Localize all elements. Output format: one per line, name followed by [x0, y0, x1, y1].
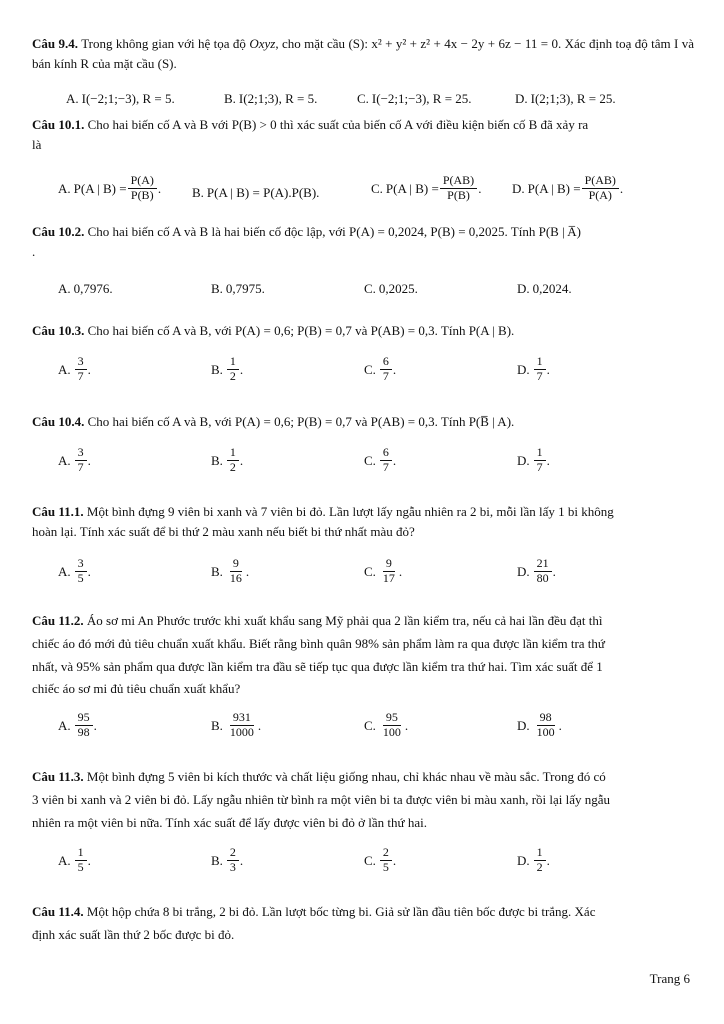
option-c[interactable]: C. $\frac{95}{100}$ .	[364, 710, 409, 739]
option-d[interactable]: D. $\frac{1}{7}$ .	[517, 445, 550, 474]
fraction: $\frac{P(AB)}{P(B)}$	[440, 174, 477, 203]
question-number: Câu 10.4.	[32, 414, 85, 429]
option-b[interactable]: B. $\frac{931}{1000}$ .	[211, 710, 262, 739]
fraction: $\frac{P(A)}{P(B)}$	[128, 174, 157, 203]
option-a[interactable]: A. P(A | B) = $\frac{P(A)}{P(B)}$ .	[58, 173, 162, 202]
question-text: Câu 11.3. Một bình đựng 5 viên bi kích thước và chất liệu giống nhau, chỉ khác nhau về màu sắc. Trong đó có 3 viên bi xanh và 2 viên bi đỏ. Lấy ngẫu nhiên từ bình ra một viên bi ta được viên bi màu xanh, rồi lại lấy ngẫu nhiên ra một viên bi nữa. Tính xác suất để lấy được viên bi đỏ ở lần thứ hai.	[32, 769, 611, 830]
question-11-1	[32, 502, 694, 541]
option-b[interactable]: B. I(2;1;3), R = 5.	[224, 91, 318, 106]
question-text: Câu 10.3. Cho hai biến cố A và B, với P(A) = 0,6; P(B) = 0,7 và P(AB) = 0,3. Tính P(A | B).	[32, 323, 515, 338]
option-a[interactable]: A. $\frac{3}{5}$ .	[58, 556, 91, 585]
option-b[interactable]: B. $\frac{9}{16}$ .	[211, 556, 250, 585]
question-number: Câu 11.1.	[32, 504, 84, 519]
option-c[interactable]: C. $\frac{6}{7}$ .	[364, 354, 397, 383]
option-b[interactable]: B. P(A | B) = P(A).P(B).	[192, 185, 320, 200]
option-a[interactable]: A. 0,7976.	[58, 281, 113, 296]
option-c[interactable]: C. I(−2;1;−3), R = 25.	[357, 91, 472, 106]
option-d[interactable]: D. $\frac{1}{7}$ .	[517, 354, 550, 383]
option-b[interactable]: B. $\frac{2}{3}$ .	[211, 845, 244, 874]
option-a[interactable]: A. $\frac{3}{7}$ .	[58, 354, 91, 383]
question-number: Câu 9.4.	[32, 36, 79, 51]
option-c[interactable]: C. 0,2025.	[364, 281, 418, 296]
question-text: Câu 9.4. Trong không gian với hệ tọa độ Oxyz, cho mặt cầu (S): x² + y² + z² + 4x − 2y + 6z − 11 = 0. Xác định toạ độ tâm I và bán kính R của mặt cầu (S).	[32, 36, 695, 71]
option-d[interactable]: D. $\frac{21}{80}$ .	[517, 556, 556, 585]
question-number: Câu 10.3.	[32, 323, 85, 338]
question-11-3	[32, 766, 694, 834]
question-10-3	[32, 321, 694, 341]
page-number: Trang 6	[649, 971, 690, 986]
option-c[interactable]: C. $\frac{2}{5}$ .	[364, 845, 397, 874]
option-c[interactable]: C. P(A | B) = $\frac{P(AB)}{P(B)}$ .	[371, 173, 482, 202]
option-a[interactable]: A. $\frac{95}{98}$ .	[58, 710, 97, 739]
question-text: Câu 11.1. Một bình đựng 9 viên bi xanh và 7 viên bi đỏ. Lần lượt lấy ngẫu nhiên ra 2 bi, mỗi lần lấy 1 bi không hoàn lại. Tính xác suất để bi thứ 2 màu xanh nếu biết bi thứ nhất màu đỏ?	[32, 504, 614, 539]
question-number: Câu 10.2.	[32, 224, 85, 239]
question-text: Câu 10.2. Cho hai biến cố A và B là hai biến cố độc lập, với P(A) = 0,2024, P(B) = 0,2025. Tính P(B | A̅) .	[32, 224, 581, 259]
option-b[interactable]: B. $\frac{1}{2}$ .	[211, 354, 244, 383]
option-a[interactable]: A. $\frac{3}{7}$ .	[58, 445, 91, 474]
question-10-1	[32, 115, 694, 154]
question-text: Câu 11.2. Áo sơ mi An Phước trước khi xuất khẩu sang Mỹ phải qua 2 lần kiểm tra, nếu cả hai lần đều đạt thì chiếc áo đó mới đủ tiêu chuẩn xuất khẩu. Biết rằng bình quân 98% sản phẩm làm ra qua được lần kiểm tra thứ nhất, và 95% sản phẩm qua được lần kiểm tra đầu sẽ tiếp tục qua được lần kiểm tra thứ hai. Tìm xác suất để 1 chiếc áo sơ mi đủ tiêu chuẩn xuất khẩu?	[32, 613, 605, 697]
option-c[interactable]: C. $\frac{9}{17}$ .	[364, 556, 403, 585]
option-a[interactable]: A. $\frac{1}{5}$ .	[58, 845, 91, 874]
question-11-4	[32, 901, 694, 947]
question-10-2	[32, 222, 694, 261]
fraction: $\frac{P(AB)}{P(A)}$	[582, 174, 619, 203]
question-number: Câu 11.4.	[32, 904, 84, 919]
question-text: Câu 11.4. Một hộp chứa 8 bi trắng, 2 bi đỏ. Lần lượt bốc từng bi. Giả sử lần đầu tiên bốc được bi trắng. Xác định xác suất lần thứ 2 bốc được bi đỏ.	[32, 904, 596, 942]
option-d[interactable]: D. P(A | B) = $\frac{P(AB)}{P(A)}$ .	[512, 173, 624, 202]
question-text: Câu 10.1. Cho hai biến cố A và B với P(B) > 0 thì xác suất của biến cố A với điều kiện biến cố B đã xảy ra là	[32, 117, 589, 152]
question-number: Câu 11.3.	[32, 769, 84, 784]
option-a[interactable]: A. I(−2;1;−3), R = 5.	[66, 91, 175, 106]
question-number: Câu 10.1.	[32, 117, 85, 132]
question-10-4	[32, 412, 694, 432]
question-number: Câu 11.2.	[32, 613, 84, 628]
option-d[interactable]: D. $\frac{1}{2}$ .	[517, 845, 550, 874]
question-text: Câu 10.4. Cho hai biến cố A và B, với P(A) = 0,6; P(B) = 0,7 và P(AB) = 0,3. Tính P(B̅ | A).	[32, 414, 515, 429]
option-d[interactable]: D. $\frac{98}{100}$ .	[517, 710, 562, 739]
question-9-4	[32, 34, 694, 73]
option-d[interactable]: D. 0,2024.	[517, 281, 572, 296]
option-b[interactable]: B. 0,7975.	[211, 281, 265, 296]
option-d[interactable]: D. I(2;1;3), R = 25.	[515, 91, 616, 106]
option-c[interactable]: C. $\frac{6}{7}$ .	[364, 445, 397, 474]
question-11-2	[32, 610, 694, 701]
option-b[interactable]: B. $\frac{1}{2}$ .	[211, 445, 244, 474]
